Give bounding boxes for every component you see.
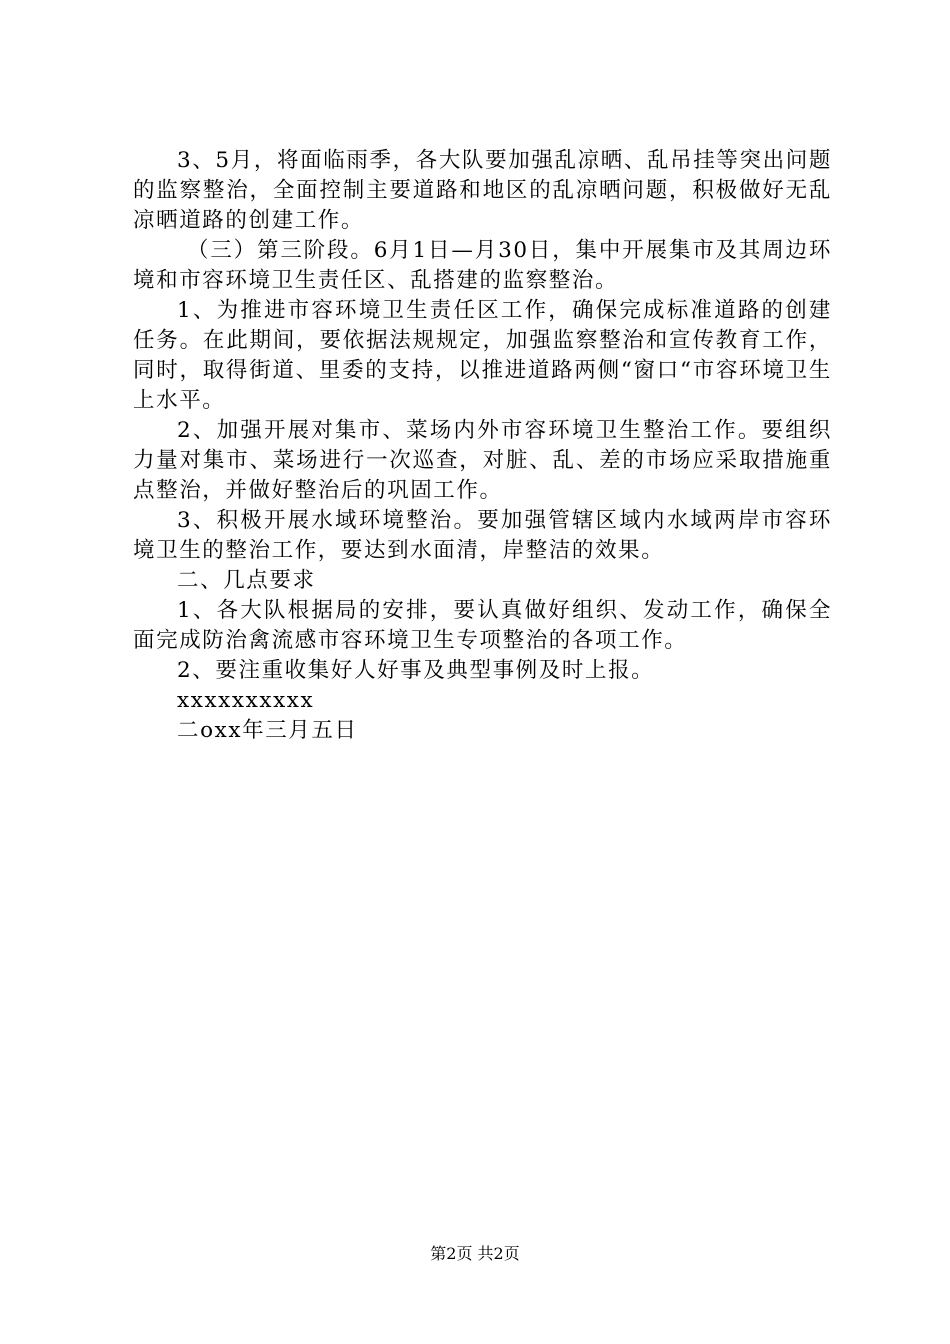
document-body (133, 146, 832, 746)
section-heading-third-stage: （三）第三阶段。6月1日—月30日，集中开展集市及其周边环境和市容环境卫生责任区、乱搭建的监察整治。 (133, 238, 832, 293)
paragraph-item-2-markets: 2、加强开展对集市、菜场内外市容环境卫生整治工作。要组织力量对集市、菜场进行一次巡查，对脏、乱、差的市场应采取措施重点整治，并做好整治后的巩固工作。 (133, 418, 832, 503)
date-line: 二oxx年三月五日 (177, 718, 358, 743)
section-heading-requirements: 二、几点要求 (177, 568, 316, 593)
signature-line: xxxxxxxxxx (177, 688, 315, 713)
paragraph-requirement-1: 1、各大队根据局的安排，要认真做好组织、发动工作，确保全面完成防治禽流感市容环境卫生专项整治的各项工作。 (133, 598, 832, 653)
paragraph-item-3-waterways: 3、积极开展水域环境整治。要加强管辖区域内水域两岸市容环境卫生的整治工作，要达到水面清，岸整洁的效果。 (133, 508, 832, 563)
paragraph-item-1-responsibility-zone: 1、为推进市容环境卫生责任区工作，确保完成标准道路的创建任务。在此期间，要依据法规规定，加强监察整治和宣传教育工作，同时，取得街道、里委的支持，以推进道路两侧“窗口“市容环境卫生上水平。 (133, 298, 832, 413)
page-footer: 第2页 共2页 (430, 1244, 520, 1263)
paragraph-requirement-2: 2、要注重收集好人好事及典型事例及时上报。 (177, 658, 655, 683)
paragraph-item-3-rainy-season: 3、5月，将面临雨季，各大队要加强乱凉晒、乱吊挂等突出问题的监察整治，全面控制主要道路和地区的乱凉晒问题，积极做好无乱凉晒道路的创建工作。 (133, 148, 832, 233)
